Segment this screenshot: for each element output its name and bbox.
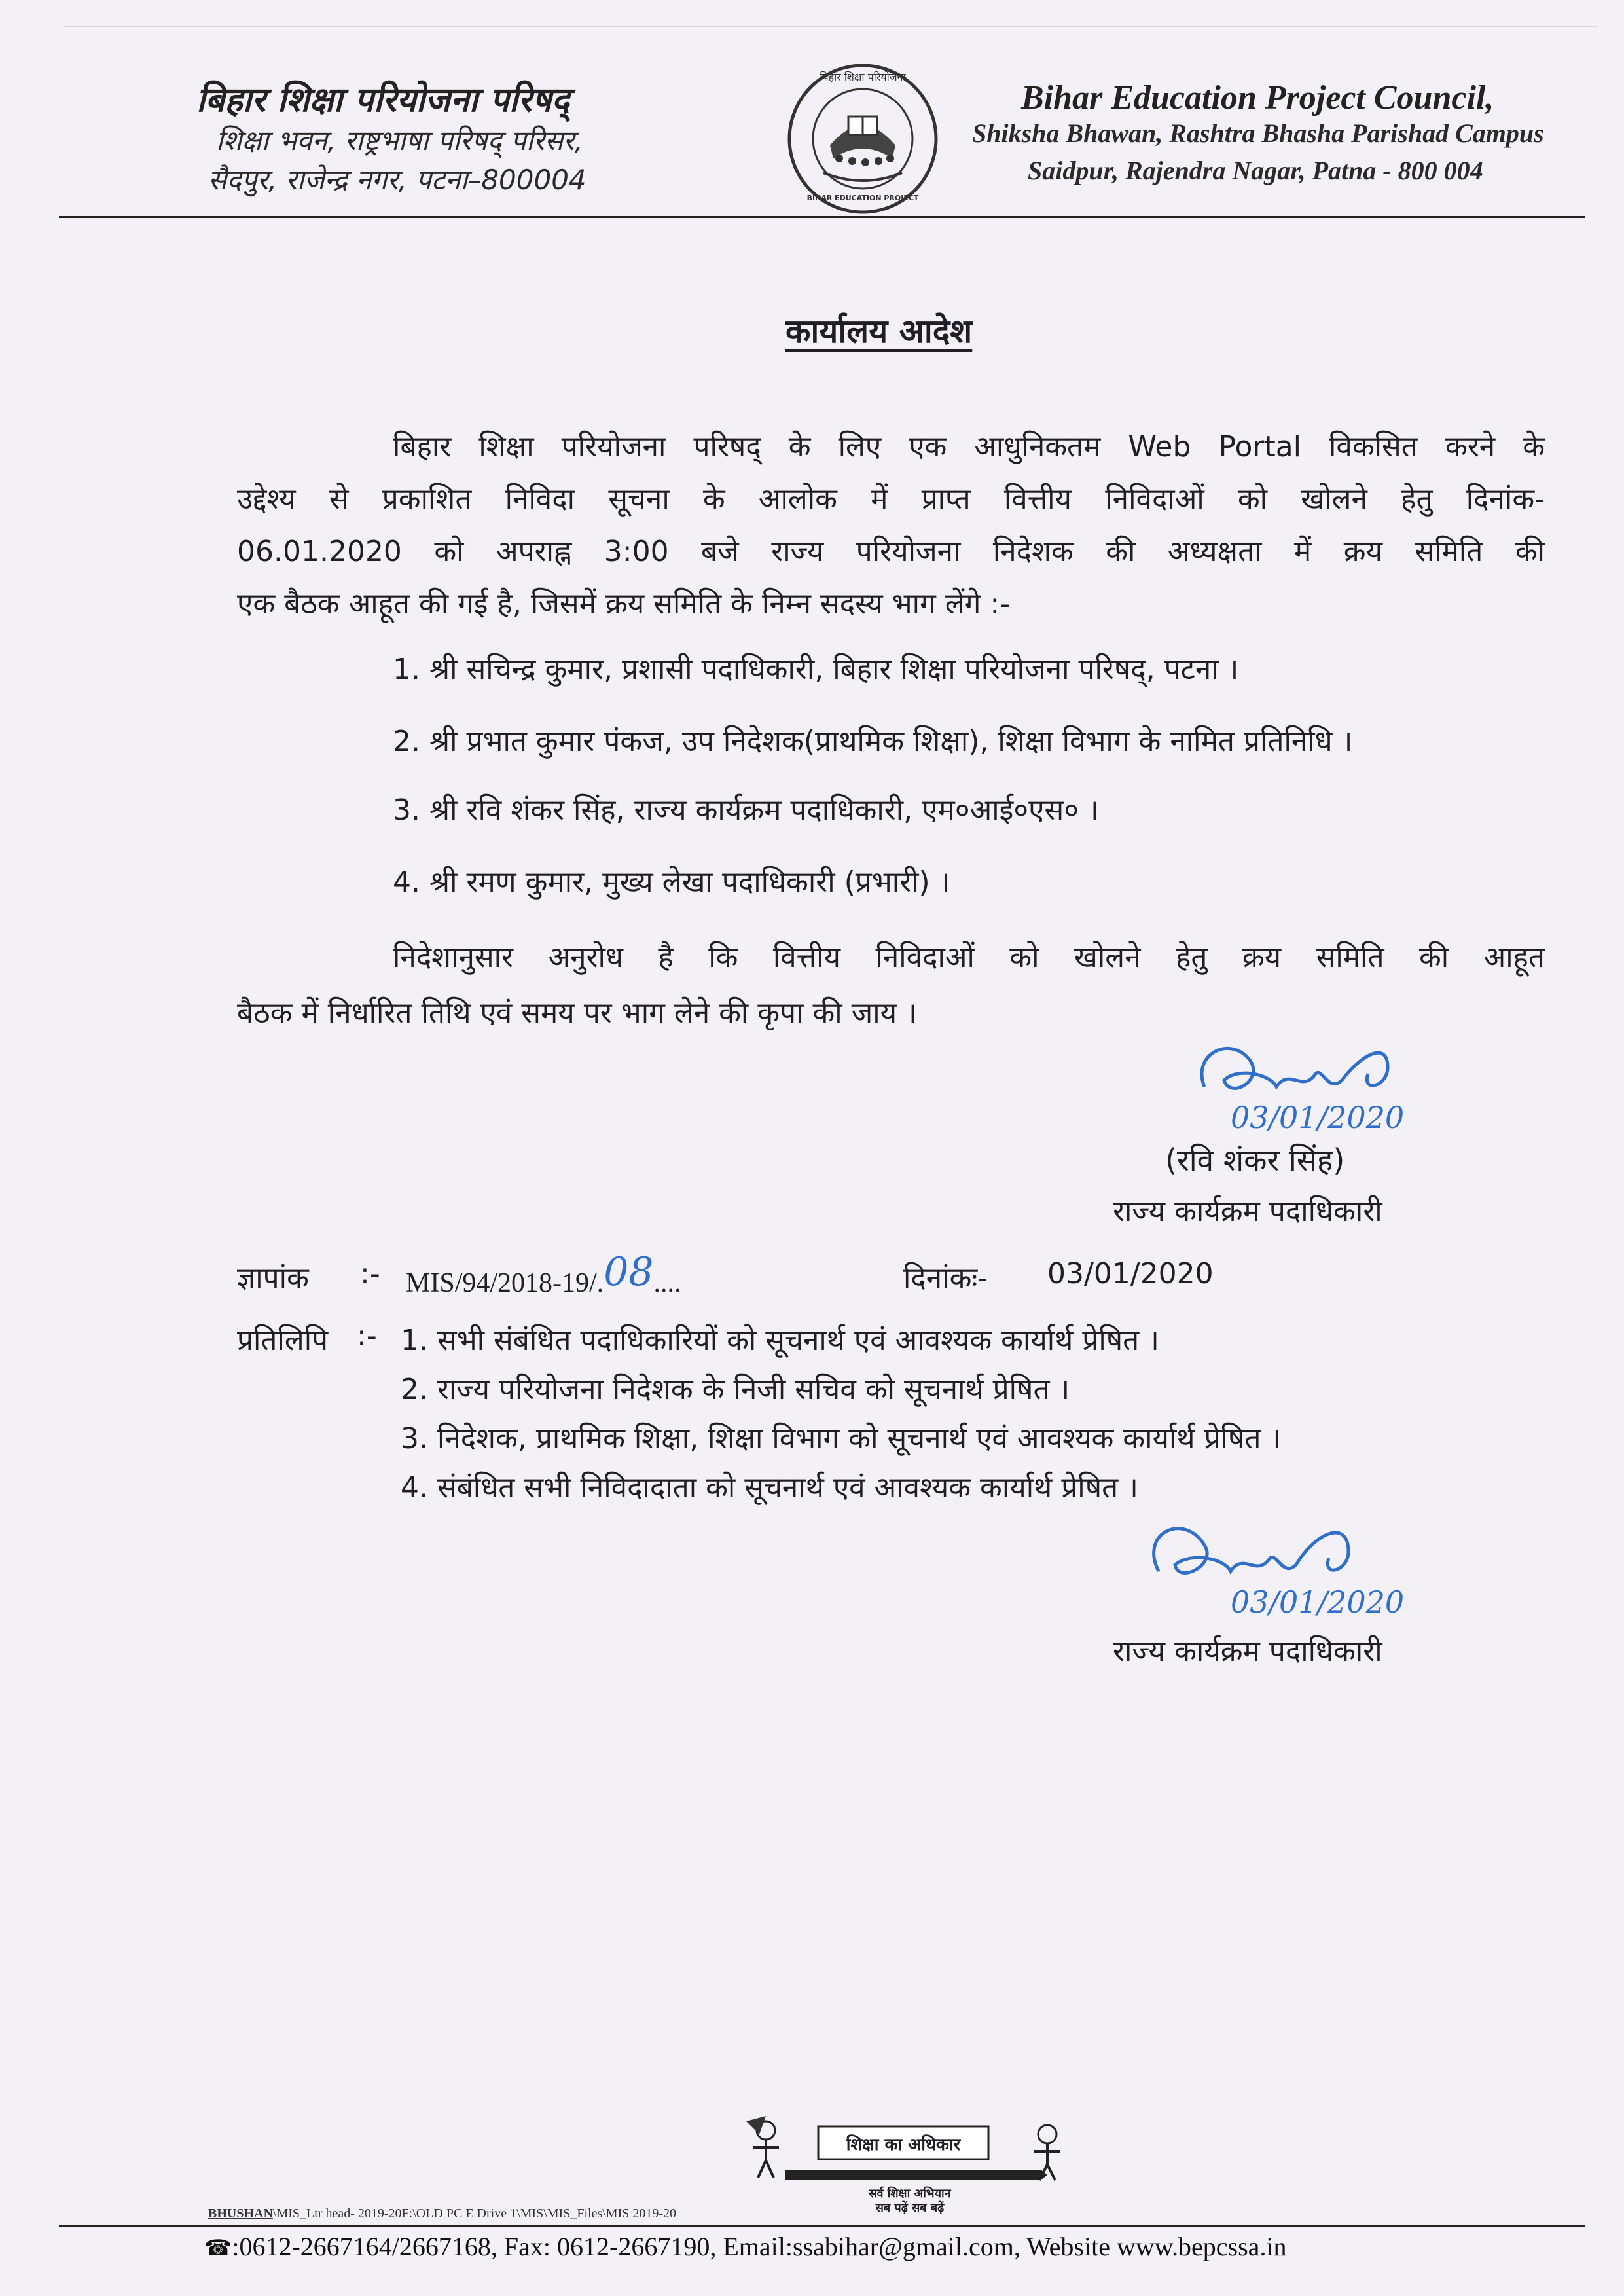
copies-label: प्रतिलिपि: [237, 1324, 329, 1357]
order-para-line-3: 06.01.2020 को अपराह्न 3:00 बजे राज्य परियोजना निदेशक की अध्यक्षता में क्रय समिति की: [237, 535, 1545, 568]
footer-file-path-author: BHUSHAN: [208, 2206, 273, 2221]
member-item-3: 3. श्री रवि शंकर सिंह, राज्य कार्यक्रम पदाधिकारी, एम०आई०एस० ।: [393, 793, 1099, 827]
footer-file-path-text: \MIS_Ltr head- 2019-20F:\OLD PC E Drive 1\MIS\MIS_Files\MIS 2019-20: [272, 2206, 677, 2221]
emblem-banner-text: शिक्षा का अधिकार: [846, 2135, 961, 2155]
memo-separator: :-: [360, 1257, 380, 1290]
order-title: कार्यालय आदेश: [785, 312, 973, 350]
footer-contact: [204, 2231, 1287, 2262]
footer-file-path: [208, 2206, 676, 2221]
signature-1-handwritten-date: 03/01/2020: [1231, 1100, 1405, 1135]
memo-number: [406, 1249, 681, 1302]
seal-text-bottom: BIHAR EDUCATION PROJECT: [806, 194, 919, 202]
letterhead-english-address-2: Saidpur, Rajendra Nagar, Patna - 800 004: [1028, 156, 1483, 185]
letterhead-hindi-address-1: शिक्षा भवन, राष्ट्रभाषा परिषद् परिसर,: [216, 124, 583, 156]
request-line-1: निदेशानुसार अनुरोध है कि वित्तीय निविदाओं को खोलने हेतु क्रय समिति की आहूत: [393, 941, 1545, 974]
member-item-1: 1. श्री सचिन्द्र कुमार, प्रशासी पदाधिकारी, बिहार शिक्षा परियोजना परिषद्, पटना ।: [393, 653, 1239, 686]
emblem-line-2: सब पढ़ें सब बढ़ें: [875, 2201, 945, 2215]
member-item-2: 2. श्री प्रभात कुमार पंकज, उप निदेशक(प्राथमिक शिक्षा), शिक्षा विभाग के नामित प्रतिनिधि ।: [393, 725, 1353, 758]
footer-contact-text: :0612-2667164/2667168, Fax: 0612-2667190, Email:ssabihar@gmail.com, Website www.bepcssa.in: [232, 2232, 1287, 2261]
order-para-line-1: बिहार शिक्षा परियोजना परिषद् के लिए एक आधुनिकतम Web Portal विकसित करने के: [393, 430, 1545, 464]
order-para-line-2: उद्देश्य से प्रकाशित निविदा सूचना के आलोक में प्राप्त वित्तीय निविदाओं को खोलने हेतु दिनांक-: [237, 483, 1545, 516]
memo-date-label: दिनांकः-: [903, 1262, 988, 1295]
signature-1-name: (रवि शंकर सिंह): [1165, 1142, 1345, 1178]
letterhead-hindi-address-2: सैदपुर, राजेन्द्र नगर, पटना–800004: [208, 164, 586, 196]
letterhead-divider: [59, 216, 1585, 218]
footer-emblem: [740, 2115, 1080, 2213]
seal-text-top: बिहार शिक्षा परियोजना: [820, 71, 906, 83]
phone-icon: ☎: [204, 2236, 232, 2261]
memo-number-prefix: MIS/94/2018-19/.: [406, 1268, 604, 1298]
signature-2-handwritten-date: 03/01/2020: [1231, 1584, 1405, 1620]
copy-item-2: 2. राज्य परियोजना निदेशक के निजी सचिव को सूचनार्थ प्रेषित ।: [401, 1373, 1070, 1406]
memo-date: 03/01/2020: [1047, 1257, 1214, 1290]
letterhead-english-name: Bihar Education Project Council,: [1021, 79, 1494, 117]
emblem-line-1: सर्व शिक्षा अभियान: [869, 2187, 951, 2200]
copies-separator: :-: [357, 1319, 377, 1353]
memo-number-suffix: ....: [653, 1268, 681, 1298]
letterhead-hindi-name: बिहार शिक्षा परियोजना परिषद्: [196, 80, 570, 120]
council-logo-seal: [784, 60, 941, 217]
footer-divider: [59, 2225, 1585, 2227]
order-para-line-4: एक बैठक आहूत की गई है, जिसमें क्रय समिति के निम्न सदस्य भाग लेंगे :-: [237, 587, 1011, 621]
signature-1-designation: राज्य कार्यक्रम पदाधिकारी: [1113, 1195, 1382, 1228]
request-line-2: बैठक में निर्धारित तिथि एवं समय पर भाग लेने की कृपा की जाय ।: [237, 996, 917, 1030]
member-item-4: 4. श्री रमण कुमार, मुख्य लेखा पदाधिकारी (प्रभारी) ।: [393, 866, 950, 899]
memo-label: ज्ञापांक: [237, 1262, 309, 1295]
copy-item-4: 4. संबंधित सभी निविदादाता को सूचनार्थ एवं आवश्यक कार्यार्थ प्रेषित ।: [401, 1471, 1138, 1504]
copy-item-1: 1. सभी संबंधित पदाधिकारियों को सूचनार्थ एवं आवश्यक कार्यार्थ प्रेषित ।: [401, 1324, 1159, 1357]
copy-item-3: 3. निदेशक, प्राथमिक शिक्षा, शिक्षा विभाग को सूचनार्थ एवं आवश्यक कार्यार्थ प्रेषित ।: [401, 1422, 1282, 1455]
memo-number-handwritten: 08: [604, 1249, 654, 1295]
letterhead-english-address-1: Shiksha Bhawan, Rashtra Bhasha Parishad Campus: [972, 118, 1544, 148]
signature-2-designation: राज्य कार्यक्रम पदाधिकारी: [1113, 1635, 1382, 1668]
scan-edge: [65, 26, 1598, 27]
